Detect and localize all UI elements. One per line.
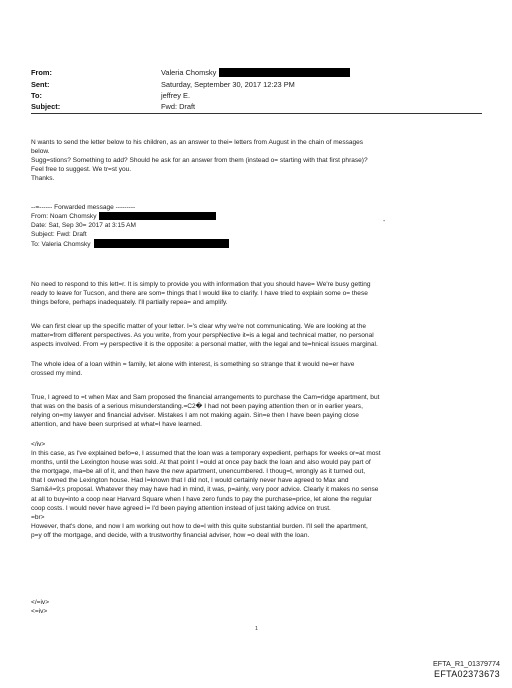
- body-paragraph-1: [31, 280, 483, 307]
- text-line: ready to leave for Tucson, and there are som= things that I would like to clarify. I have tried to explain some o= these: [31, 290, 368, 298]
- text-line: </=iv>: [31, 599, 50, 606]
- text-line: The whole idea of a loan within = family, let alone with interest, is something so strange that it would ne=er have: [31, 361, 355, 368]
- text-line: Sam&#=9;s proposal. Whatever they may have had in mind, it was, p=ainly, very poor advice. Clearly it makes no sense: [31, 486, 379, 494]
- header-divider: [31, 113, 482, 114]
- text-line: No need to respond to this lett=r. It is simply to provide you with information that you should have= We're busy getting: [31, 281, 371, 288]
- body-paragraph-2: [31, 322, 483, 349]
- to-label: To:: [31, 91, 42, 100]
- document-id-small: EFTA_R1_01379774: [433, 659, 500, 668]
- forwarded-marker: --=------ Forwarded message ---------: [31, 204, 136, 211]
- forwarded-subject: Subject: Fwd: Draft: [31, 231, 87, 238]
- redaction-bar: [99, 212, 216, 220]
- text-line: at all to buy=into a coop near Harvard Square when I have zero funds to pay the purchase=price, let alone the regular: [31, 495, 372, 503]
- to-value: jeffrey E.: [161, 91, 191, 100]
- from-value-text: Valeria Chomsky: [161, 68, 217, 77]
- text-line: months, until the Lexington house was sold. At that point I =ould at once pay back the loan and also would pay part of: [31, 459, 371, 467]
- text-line: things before, perhaps inadequately. I'll partially repea= and amplify.: [31, 299, 228, 307]
- page-number: 1: [255, 626, 259, 632]
- text-line: True, I agreed to =t when Max and Sam proposed the financial arrangements to purchase the Cam=ridge apartment, but: [31, 394, 380, 401]
- forwarded-from-text: From: Noam Chomsky: [31, 213, 97, 220]
- text-line: Feel free to suggest. We tr=st you.: [31, 166, 132, 174]
- text-line: crossed my mind.: [31, 370, 83, 378]
- text-line: p=y off the mortgage, and decide, with a trustworthy financial adviser, how =o deal with the loan.: [31, 531, 310, 539]
- text-line: coop costs. I would never have agreed i= I'd been paying attention instead of just taking advice on trust.: [31, 504, 331, 512]
- from-label: From:: [31, 68, 52, 77]
- subject-label: Subject:: [31, 102, 61, 111]
- text-line: the mortgage, ma=be all of it, and then have the new apartment, unencumbered. I thoug=t, wrongly as it turned out,: [31, 468, 366, 476]
- sent-label: Sent:: [31, 80, 50, 89]
- text-line: We can first clear up the specific matter of your letter. I='s clear why we're not communicating. We are looking at the: [31, 323, 367, 330]
- forwarded-to-text: To: Valeria Chomsky: [31, 241, 91, 248]
- text-line: that I owned the Lexington house. Had I=known that I did not, I would certainly never have agreed to Max and: [31, 477, 349, 485]
- forwarded-to: [31, 239, 229, 249]
- text-line: N wants to send the letter below to his children, as an answer to thei= letters from August in the chain of messages: [31, 139, 364, 146]
- text-line: </iv>: [31, 441, 46, 448]
- text-line: <=iv>: [31, 608, 48, 616]
- intro-paragraph: [31, 138, 483, 183]
- text-line: Sugg=stions? Something to add? Should he ask for an answer from them (instead o= starting with that first phrase)?: [31, 157, 368, 165]
- body-paragraph-5: [31, 440, 483, 540]
- text-line: that was on the basis of a serious misunderstanding.=C2� I had not been paying attention then or in earlier years,: [31, 403, 363, 411]
- text-line: below.: [31, 148, 50, 156]
- sent-value: Saturday, September 30, 2017 12:23 PM: [161, 80, 295, 89]
- from-value: [161, 68, 350, 77]
- redaction-bar: [219, 68, 350, 77]
- forwarded-date: Date: Sat, Sep 30= 2017 at 3:15 AM: [31, 222, 137, 229]
- body-paragraph-4: [31, 393, 483, 429]
- text-line: matter=from different perspectives. As you write, from your perspNective it=is a legal and technical matter, no personal: [31, 332, 374, 340]
- body-paragraph-3: [31, 360, 483, 378]
- text-line: attention, and have been surprised at what=I have learned.: [31, 421, 202, 429]
- text-line: Thanks.: [31, 175, 55, 183]
- text-line: relying on=my lawyer and financial adviser. Mistakes I am not making again. Sin=e then I have been paying close: [31, 412, 359, 420]
- body-paragraph-6: [31, 598, 483, 616]
- redaction-bar: [94, 239, 229, 248]
- stray-dash-mark: -: [383, 218, 386, 225]
- text-line: aspects involved. From =y perspective it is the opposite: a personal matter, with the legal and te=hnical issues marginal.: [31, 341, 378, 349]
- forwarded-from: [31, 212, 216, 221]
- text-line: In this case, as I've explained befo=e, I assumed that the loan was a temporary expedient, perhaps for weeks or=at most: [31, 450, 381, 458]
- text-line: However, that's done, and now I am working out how to de=l with this quite substantial burden. I'll sell the apartment,: [31, 522, 368, 530]
- text-line: =br>: [31, 513, 45, 521]
- document-id-large: EFTA02373673: [434, 669, 500, 679]
- subject-value: Fwd: Draft: [161, 102, 196, 111]
